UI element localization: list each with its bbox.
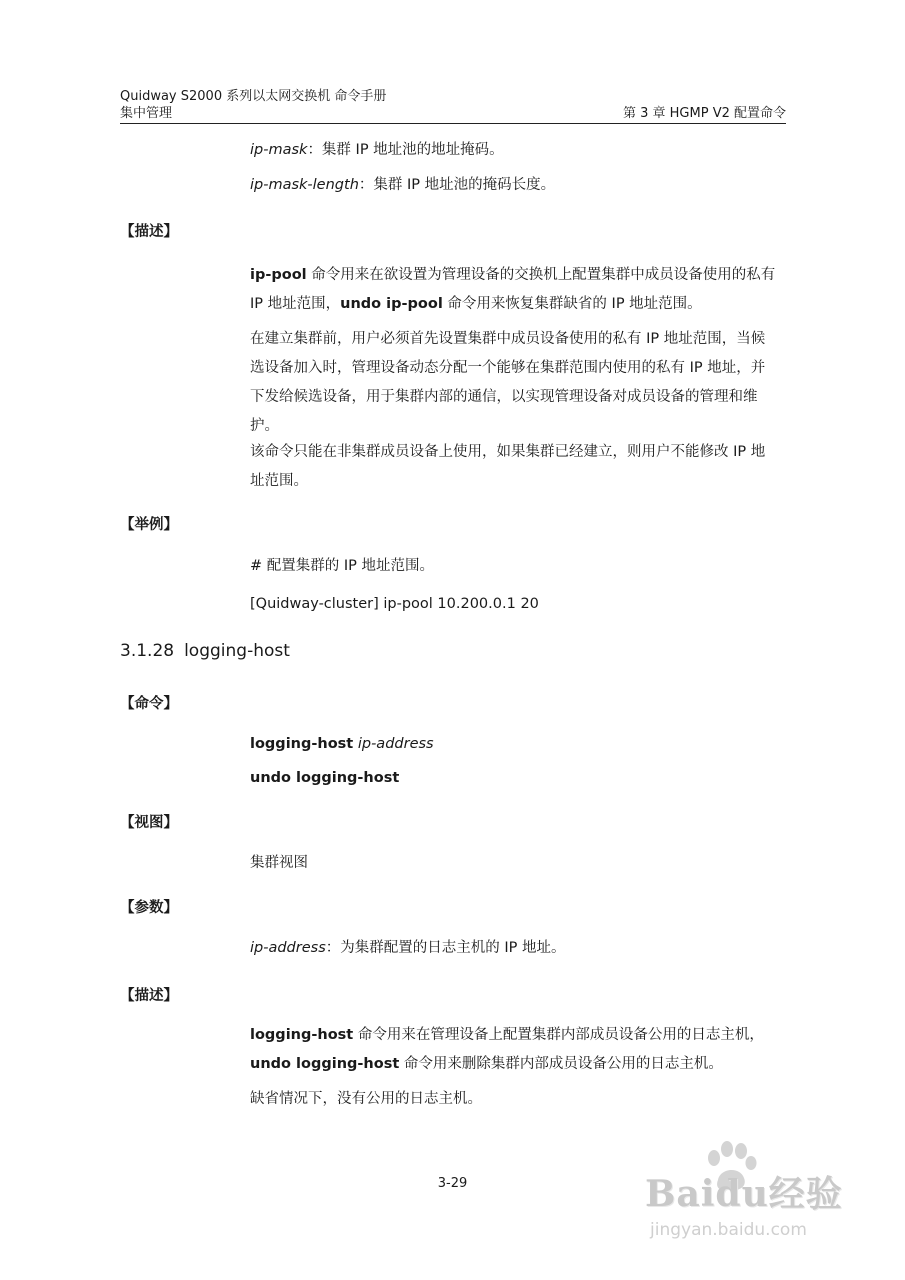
section-heading-view: 【视图】 [120, 815, 178, 831]
subsection-title [120, 638, 290, 664]
param-desc: ：集群 IP 地址池的掩码长度。 [358, 177, 556, 193]
subsection-number: 3.1.28 [120, 641, 175, 661]
param-ip-mask [250, 136, 778, 165]
header-manual-title: Quidway S2000 系列以太网交换机 命令手册 [120, 89, 387, 104]
page-number: 3-29 [437, 1176, 468, 1191]
header-divider [120, 123, 786, 124]
section-heading-example: 【举例】 [120, 517, 178, 533]
param-name: ip-mask [250, 142, 308, 158]
logging-default: 缺省情况下，没有公用的日志主机。 [250, 1091, 482, 1107]
param-desc: ：为集群配置的日志主机的 IP 地址。 [325, 940, 566, 956]
param-ip-address [250, 934, 778, 963]
command-syntax-2 [250, 764, 778, 793]
example-comment: # 配置集群的 IP 地址范围。 [250, 558, 434, 574]
cmd-keyword: ip-pool [250, 267, 307, 283]
param-ip-mask-length [250, 171, 778, 200]
subsection-name: logging-host [184, 641, 290, 661]
section-heading-description-2: 【描述】 [120, 988, 178, 1004]
cmd-keyword: undo logging-host [250, 1056, 400, 1072]
view-text: 集群视图 [250, 855, 308, 871]
param-name: ip-address [250, 940, 326, 956]
logging-desc-para1: logging-host 命令用来在管理设备上配置集群内部成员设备公用的日志主机，undo logging-host 命令用来删除集群内部成员设备公用的日志主机。 [250, 1027, 764, 1072]
watermark-brand: Baidu经验 [645, 1173, 843, 1215]
cmd-argument: ip-address [357, 736, 434, 752]
example-code: [Quidway-cluster] ip-pool 10.200.0.1 20 [250, 596, 539, 612]
ippool-desc-para2: 在建立集群前，用户必须首先设置集群中成员设备使用的私有 IP 地址范围，当候选设备加入时，管理设备动态分配一个能够在集群范围内使用的私有 IP 地址，并下发给候选设备，用于集群内部的通信，以实现管理设备对成员设备的管理和维护。 [250, 331, 766, 434]
section-heading-description: 【描述】 [120, 224, 178, 240]
cmd-keyword: logging-host [250, 736, 354, 752]
header-chapter: 第 3 章 HGMP V2 配置命令 [622, 106, 786, 121]
section-heading-command: 【命令】 [120, 696, 178, 712]
param-desc: ：集群 IP 地址池的地址掩码。 [307, 142, 504, 158]
section-heading-params: 【参数】 [120, 900, 178, 916]
baidu-watermark [645, 1140, 850, 1250]
cmd-keyword: logging-host [250, 1027, 354, 1043]
ippool-desc-para1: ip-pool 命令用来在欲设置为管理设备的交换机上配置集群中成员设备使用的私有 IP 地址范围，undo ip-pool 命令用来恢复集群缺省的 IP 地址范围。 [250, 267, 776, 312]
ippool-desc-para3: 该命令只能在非集群成员设备上使用，如果集群已经建立，则用户不能修改 IP 地址范围。 [250, 444, 766, 489]
cmd-keyword: undo logging-host [250, 770, 400, 786]
page-header [120, 88, 786, 122]
cmd-keyword: undo ip-pool [340, 296, 443, 312]
command-syntax-1 [250, 730, 778, 759]
watermark-url: jingyan.baidu.com [650, 1220, 807, 1240]
param-name: ip-mask-length [250, 177, 359, 193]
header-section: 集中管理 [120, 106, 173, 121]
